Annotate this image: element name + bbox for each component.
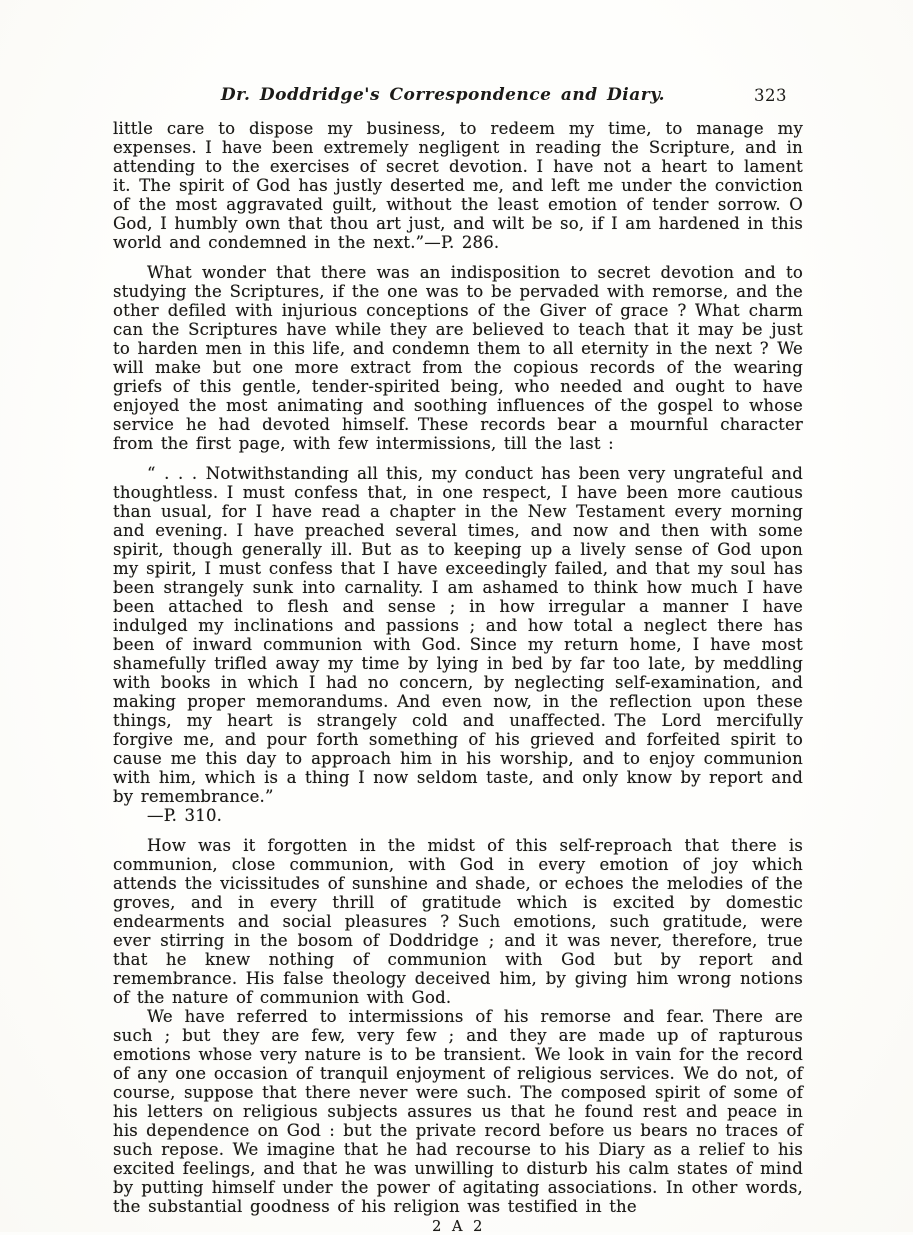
paragraph-commentary-1: What wonder that there was an indisposition to secret devotion and to studying the Scriptures, if the one was to be pervaded with remorse, and the other defiled with injurious conceptions of the Giver of grace ? What charm can the Scriptures have while they are believed to teach that it may be just to harden men in this life, and condemn them to all eternity in the next ? We will make but one more extract from the copious records of the wearing griefs of this gentle, tender-spirited being, who needed and ought to have enjoyed the most animating and soothing influences of the gospel to whose service he had devoted himself. These records bear a mournful character from the first page, with few intermissions, till the last : bbox=[113, 263, 803, 453]
paragraph-diary-quote bbox=[113, 464, 803, 825]
diary-quote-citation: —P. 310. bbox=[147, 806, 223, 825]
printer-signature-mark: 2 A 2 bbox=[432, 1219, 484, 1235]
running-header bbox=[113, 85, 803, 106]
page-number: 323 bbox=[754, 86, 787, 105]
paragraph-commentary-3: We have referred to intermissions of his remorse and fear. There are such ; but they are few, very few ; and they are made up of rapturous emotions whose very nature is to be transient. We look in vain for the record of any one occasion of tranquil enjoyment of religious services. We do not, of course, suppose that there never were such. The composed spirit of some of his letters on religious subjects assures us that he found rest and peace in his dependence on God : but the private record before us bears no traces of such repose. We imagine that he had recourse to his Diary as a relief to his excited feelings, and that he was unwilling to disturb his calm states of mind by putting himself under the power of agitating associations. In other words, the substantial goodness of his religion was testified in the bbox=[113, 1007, 803, 1216]
running-header-title: Dr. Doddridge's Correspondence and Diary. bbox=[220, 85, 666, 105]
paragraph-commentary-2: How was it forgotten in the midst of this self-reproach that there is communion, close communion, with God in every emotion of joy which attends the vicissitudes of sunshine and shade, or echoes the melodies of the groves, and in every thrill of gratitude which is excited by domestic endearments and social pleasures ? Such emotions, such gratitude, were ever stirring in the bosom of Doddridge ; and it was never, therefore, true that he knew nothing of communion with God but by report and remembrance. His false theology deceived him, by giving him wrong notions of the nature of communion with God. bbox=[113, 836, 803, 1007]
diary-quote-text: “ . . . Notwithstanding all this, my conduct has been very ungrateful and thoughtless. I must confess that, in one respect, I have been more cautious than usual, for I have read a chapter in the New Testament every morning and evening. I have preached several times, and now and then with some spirit, though generally ill. But as to keeping up a lively sense of God upon my spirit, I must confess that I have exceedingly failed, and that my soul has been strangely sunk into carnality. I am ashamed to think how much I have been attached to flesh and sense ; in how irregular a manner I have indulged my inclinations and passions ; and how total a neglect there has been of inward communion with God. Since my return home, I have most shamefully trifled away my time by lying in bed by far too late, by meddling with books in which I had no concern, by neglecting self-examination, and making proper memorandums. And even now, in the reflection upon these things, my heart is strangely cold and unaffected. The Lord mercifully forgive me, and pour forth something of his grieved and forfeited spirit to cause me this day to approach him in his worship, and to enjoy communion with him, which is a thing I now seldom taste, and only know by report and by remembrance.” bbox=[113, 464, 803, 806]
text-block bbox=[113, 85, 803, 1235]
paragraph-continuation-quote: little care to dispose my business, to redeem my time, to manage my expenses. I have been extremely negligent in reading the Scripture, and in attending to the exercises of secret devotion. I have not a heart to lament it. The spirit of God has justly deserted me, and left me under the conviction of the most aggravated guilt, without the least emotion of tender sorrow. O God, I humbly own that thou art just, and wilt be so, if I am hardened in this world and condemned in the next.”—P. 286. bbox=[113, 119, 803, 252]
